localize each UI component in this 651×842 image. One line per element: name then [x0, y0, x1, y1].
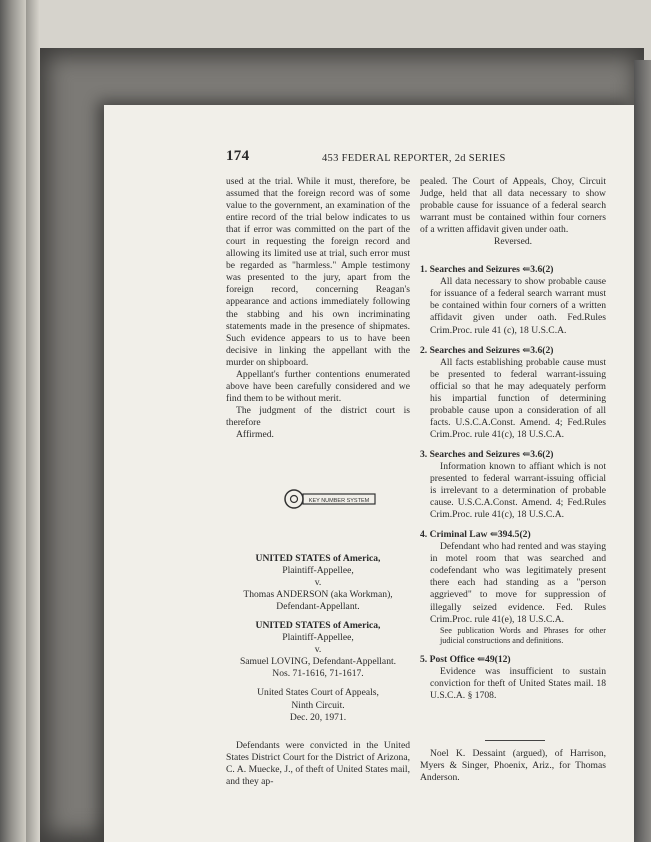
headnote-5-body: Evidence was insufficient to sustain conviction for theft of United States mail. 18 U.S.C.A. § 1708.	[430, 666, 606, 702]
party-1-name: UNITED STATES of America,	[255, 553, 381, 564]
docket-numbers: Nos. 71-1616, 71-1617.	[272, 668, 364, 680]
left-paragraph-3: The judgment of the district court is therefore	[226, 404, 410, 428]
case-caption	[226, 553, 410, 724]
party-3-name: UNITED STATES of America,	[255, 620, 381, 632]
page-number: 174	[226, 148, 250, 164]
headnote-5-title: 5. Post Office ⇐49(12)	[420, 654, 511, 665]
court-circuit: Ninth Circuit.	[291, 699, 345, 711]
headnote-1-title: 1. Searches and Seizures ⇐3.6(2)	[420, 264, 554, 276]
affirmed-text: Affirmed.	[236, 428, 274, 440]
right-edge-shadow	[634, 60, 651, 842]
versus-2: v.	[314, 644, 322, 656]
headnote-4-body: Defendant who had rented and was staying in motel room that was searched and codefendant who was legitimately present there each had standing as a "person aggrieved" to move for suppression of illegally seized evidence. Fed. Rules Crim.Proc. rule 41(e), 18 U.S.C.A.	[430, 541, 606, 625]
headnote-2-title: 2. Searches and Seizures ⇐3.6(2)	[420, 344, 554, 356]
headnote-3-title: 3. Searches and Seizures ⇐3.6(2)	[420, 448, 554, 460]
party-2-role: Defendant-Appellant.	[276, 601, 360, 613]
decision-date: Dec. 20, 1971.	[289, 711, 347, 723]
key-icon	[283, 487, 378, 511]
headnote-3-body: Information known to affiant which is not presented to federal warrant-issuing official is irrelevant to a determination of probable cause. U.S.C.A.Const. Amend. 4; Fed.Rules Crim.Proc. rule 41(c), 18 U.S.C.A.	[430, 460, 606, 521]
court-name: United States Court of Appeals,	[257, 687, 379, 699]
versus-1: v.	[314, 577, 322, 589]
key-logo-label: KEY NUMBER SYSTEM	[308, 498, 370, 504]
running-head: 453 FEDERAL REPORTER, 2d SERIES	[322, 153, 506, 164]
synopsis-start: Defendants were convicted in the United States District Court for the District of Arizona, C. A. Muecke, J., of theft of United States mail, and they ap-	[226, 740, 410, 788]
section-divider	[485, 740, 545, 741]
synopsis-continued: pealed. The Court of Appeals, Choy, Circuit Judge, held that all data necessary to show probable cause for issuance of a federal search warrant must be contained within four corners of a written affidavit given under oath.	[420, 176, 606, 236]
headnote-2-body: All facts establishing probable cause must be presented to federal warrant-issuing official so that he may adequately perform his impartial function of determining probable cause upon a consideration of all facts. U.S.C.A.Const. Amend. 4; Fed.Rules Crim.Proc. rule 41(c), 18 U.S.C.A.	[430, 356, 606, 440]
key-number-logo	[283, 487, 378, 516]
headnote-1-body: All data necessary to show probable cause for issuance of a federal search warrant must be contained within four corners of a written affidavit given under oath. Fed.Rules Crim.Proc. rule 41 (c), 18 U.S.C.A.	[430, 276, 606, 336]
left-paragraph-2: Appellant's further contentions enumerated above have been carefully considered and we find them to be without merit.	[226, 368, 410, 404]
reversed-text: Reversed.	[493, 236, 533, 248]
counsel-line: Noel K. Dessaint (argued), of Harrison, Myers & Singer, Phoenix, Ariz., for Thomas Anderson.	[420, 748, 606, 784]
left-paragraph-1: used at the trial. While it must, therefore, be assumed that the foreign record was of some value to the government, an examination of the entire record of the trial below indicates to us that if error was committed on the part of the court in requesting the foreign record and allowing its limited use at trial, such error must be regarded as "harmless." Ample testimony was presented to the jury, apart from the foreign record, concerning Reagan's appearance and actions immediately following the stabbing and his own incriminating statements made in the presence of shipmates. Such evidence appears to us to have been decisive in linking the appellant with the murder on shipboard.	[226, 176, 410, 368]
headnote-4-title: 4. Criminal Law ⇐394.5(2)	[420, 529, 531, 541]
party-4: Samuel LOVING, Defendant-Appellant.	[239, 656, 397, 668]
right-column	[420, 176, 606, 702]
left-column	[226, 176, 410, 441]
headnote-4-note: See publication Words and Phrases for other judicial constructions and definitions.	[440, 625, 606, 645]
party-2-name: Thomas ANDERSON (aka Workman),	[243, 589, 393, 601]
binding-edge	[26, 0, 40, 842]
binding-shadow	[0, 0, 26, 842]
party-3-role: Plaintiff-Appellee,	[282, 632, 354, 644]
party-1-role: Plaintiff-Appellee,	[282, 565, 354, 577]
